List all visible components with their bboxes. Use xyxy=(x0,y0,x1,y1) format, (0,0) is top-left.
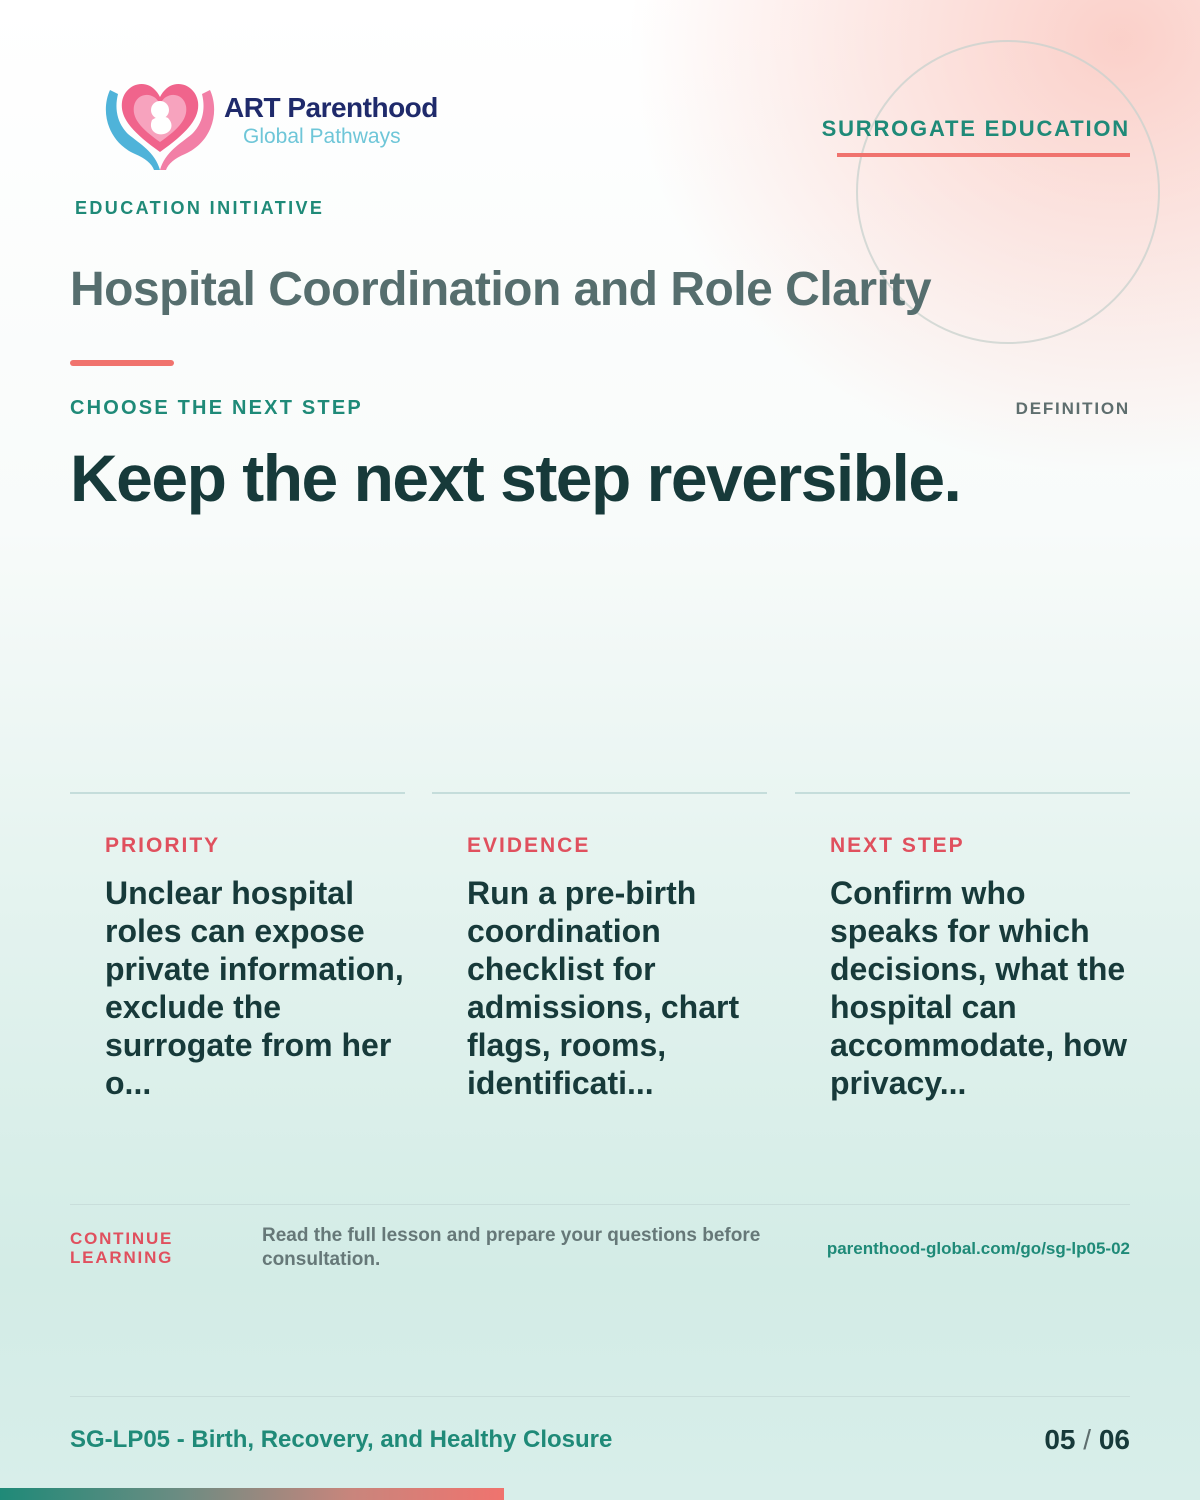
card-body: Unclear hospital roles can expose private information, exclude the surrogate from her o... xyxy=(105,875,404,1101)
initiative-label: EDUCATION INITIATIVE xyxy=(75,198,325,218)
brand-name: ART Parenthood xyxy=(224,92,438,123)
cta-text: Read the full lesson and prepare your questions before consultation. xyxy=(262,1225,761,1270)
section-label: CHOOSE THE NEXT STEP xyxy=(70,397,363,419)
surrogate-education-badge: SURROGATE EDUCATION xyxy=(821,116,1130,141)
headline: Keep the next step reversible. xyxy=(70,441,961,515)
card-label: EVIDENCE xyxy=(467,834,591,857)
badge-underline xyxy=(837,153,1130,157)
card-label: NEXT STEP xyxy=(830,834,965,857)
card-body: Run a pre-birth coordination checklist for admissions, chart flags, rooms, identificati... xyxy=(467,875,740,1101)
card-label: PRIORITY xyxy=(105,834,221,857)
progress-bar xyxy=(0,1488,1200,1500)
brand-logo-icon xyxy=(100,72,220,172)
page-current: 05 xyxy=(1044,1424,1076,1455)
brand-subtitle: Global Pathways xyxy=(243,125,401,148)
section-tag: DEFINITION xyxy=(1015,399,1130,418)
page-separator: / xyxy=(1083,1424,1092,1455)
page-counter xyxy=(1044,1424,1130,1456)
title-accent-bar xyxy=(70,360,174,366)
evidence-card xyxy=(432,792,767,1174)
priority-card xyxy=(70,792,405,1174)
page-title: Hospital Coordination and Role Clarity xyxy=(70,263,932,316)
next-step-card xyxy=(795,792,1130,1174)
divider xyxy=(70,1204,1130,1205)
card-body: Confirm who speaks for which decisions, what the hospital can accommodate, how privacy... xyxy=(830,875,1127,1101)
page-total: 06 xyxy=(1098,1424,1130,1455)
course-title: SG-LP05 - Birth, Recovery, and Healthy Closure xyxy=(70,1426,613,1453)
footer-divider xyxy=(70,1396,1130,1397)
lesson-link[interactable]: parenthood-global.com/go/sg-lp05-02 xyxy=(826,1239,1130,1258)
progress-fill xyxy=(0,1488,504,1500)
continue-learning-label: CONTINUE LEARNING xyxy=(70,1229,174,1267)
